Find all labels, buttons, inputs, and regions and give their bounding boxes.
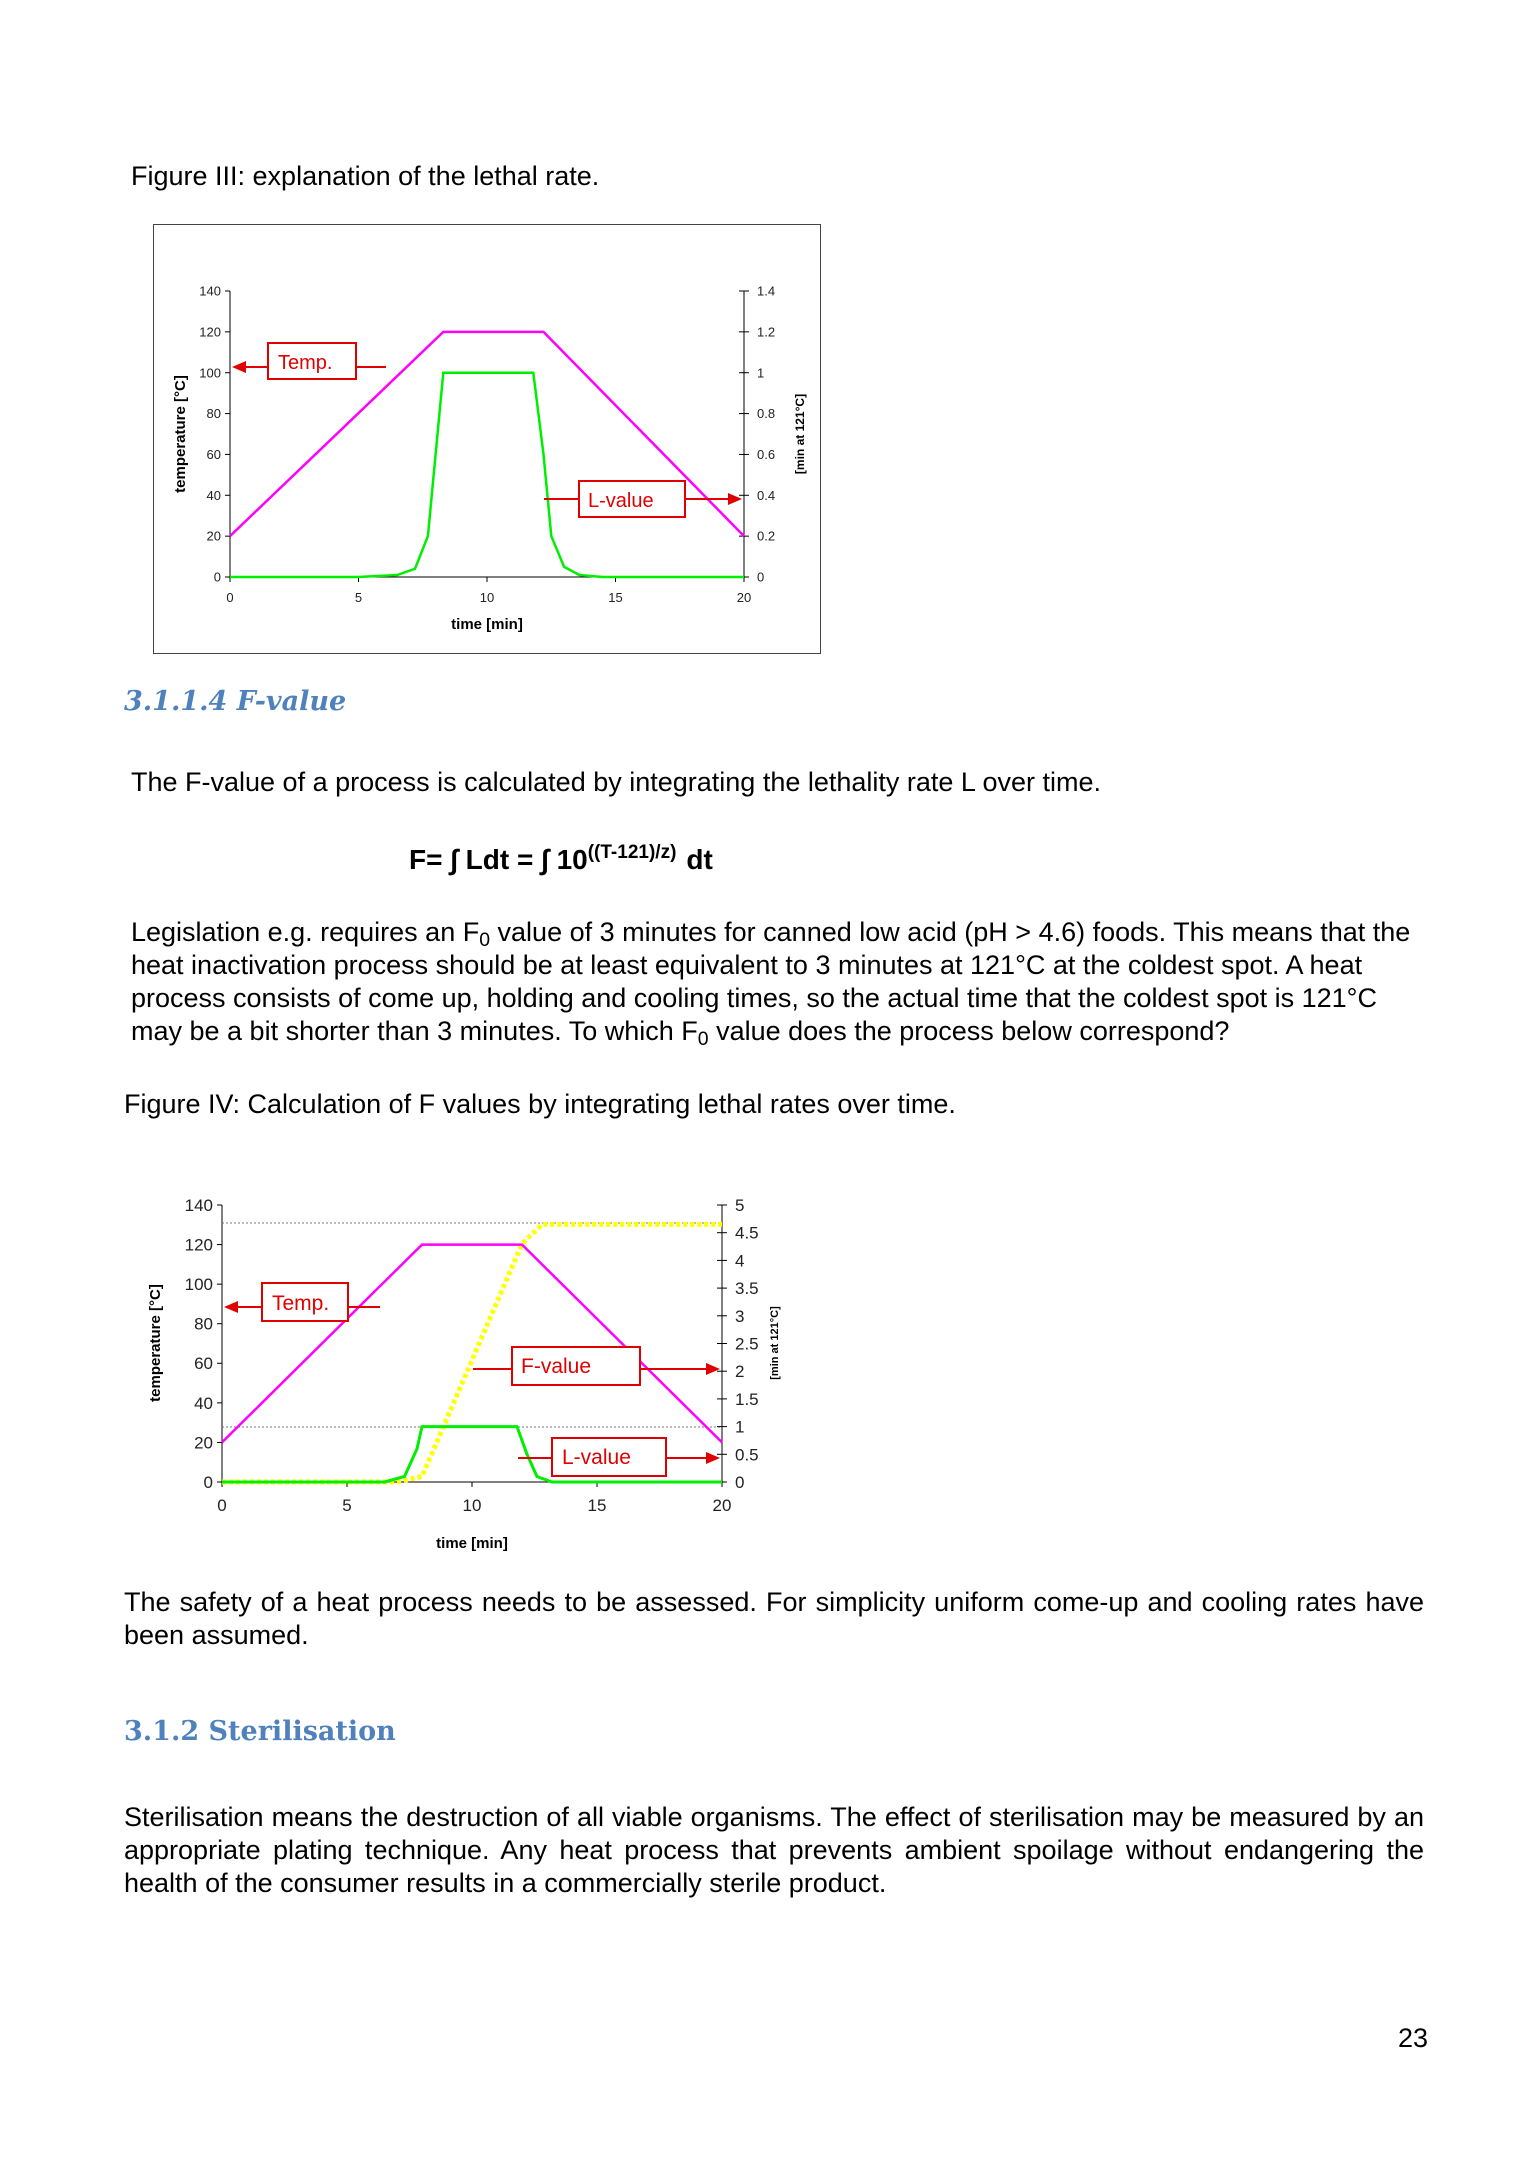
legislation-text-3: value does the process below correspond? bbox=[708, 1016, 1230, 1046]
right-tick-label: 0.8 bbox=[757, 406, 776, 422]
x-tick-label: 10 bbox=[462, 1496, 482, 1515]
figure-3-frame bbox=[153, 224, 821, 654]
right-tick-label: 0.4 bbox=[757, 487, 776, 503]
fvalue-arrow-head bbox=[706, 1363, 720, 1375]
right-tick-label: 2 bbox=[735, 1362, 745, 1382]
y-axis-right-label: [min at 121°C] bbox=[793, 393, 807, 475]
legislation-paragraph bbox=[131, 916, 1431, 1048]
formula-tail: dt bbox=[686, 844, 713, 875]
right-tick-label: 1.2 bbox=[757, 324, 776, 340]
right-tick-label: 0.5 bbox=[735, 1445, 759, 1465]
right-tick-label: 0.6 bbox=[757, 446, 776, 462]
figure-4-caption: Figure IV: Calculation of F values by integrating lethal rates over time. bbox=[124, 1089, 956, 1119]
left-tick-label: 120 bbox=[199, 324, 221, 340]
figure-3-caption: Figure III: explanation of the lethal rate. bbox=[131, 161, 600, 191]
temperature-line bbox=[222, 1245, 722, 1443]
legislation-text-2: value of 3 minutes for canned low acid (pH > 4.6) foods. This means that the heat inactivation process should be at least equivalent to 3 minutes at 121°C at the coldest spot. A heat process consists of come up, holding and cooling times, so the actual time that the coldest spot is 121°C may be a bit shorter than 3 minutes. To which F bbox=[131, 917, 1411, 1046]
section-heading-fvalue: 3.1.1.4 F-value bbox=[124, 686, 347, 717]
f0-subscript-2: 0 bbox=[697, 1027, 709, 1050]
lethal-rate-line bbox=[230, 373, 744, 577]
x-axis-label: time [min] bbox=[436, 1535, 508, 1552]
x-tick-label: 10 bbox=[479, 590, 495, 605]
fvalue-label: F-value bbox=[521, 1355, 592, 1378]
left-tick-label: 40 bbox=[194, 1393, 213, 1413]
lvalue-label: L-value bbox=[588, 490, 654, 512]
left-tick-label: 0 bbox=[213, 569, 221, 585]
left-tick-label: 140 bbox=[199, 283, 221, 299]
left-tick-label: 40 bbox=[206, 487, 221, 503]
right-tick-label: 1.4 bbox=[757, 283, 776, 299]
left-tick-label: 0 bbox=[203, 1472, 213, 1492]
x-tick-label: 5 bbox=[342, 1496, 352, 1515]
left-tick-label: 140 bbox=[184, 1195, 213, 1215]
right-tick-label: 0 bbox=[735, 1472, 745, 1492]
right-tick-label: 4.5 bbox=[735, 1223, 759, 1243]
x-tick-label: 15 bbox=[608, 590, 623, 605]
right-tick-label: 0.2 bbox=[757, 528, 776, 544]
lvalue-label: L-value bbox=[562, 1446, 631, 1469]
figure-4-chart bbox=[138, 1190, 798, 1570]
left-tick-label: 60 bbox=[206, 446, 221, 462]
left-tick-label: 100 bbox=[184, 1275, 213, 1295]
temp-arrow-head bbox=[224, 1301, 238, 1313]
sterilisation-paragraph: Sterilisation means the destruction of all viable organisms. The effect of sterilisation may be measured by an appropriate plating technique. Any heat process that prevents ambient spoilage without endangering the health of the consumer results in a commercially sterile product. bbox=[124, 1802, 1424, 1898]
y-axis-right-label: [min at 121°C] bbox=[769, 1306, 781, 1380]
right-tick-label: 1.5 bbox=[735, 1389, 759, 1409]
formula-exponent: ((T-121)/z) bbox=[587, 841, 677, 863]
right-tick-label: 3.5 bbox=[735, 1279, 759, 1299]
x-tick-label: 15 bbox=[587, 1496, 607, 1515]
temp-label: Temp. bbox=[272, 1292, 330, 1315]
x-tick-label: 20 bbox=[736, 590, 752, 605]
right-tick-label: 3 bbox=[735, 1306, 745, 1326]
formula-main: F= ∫ Ldt = ∫ 10 bbox=[409, 844, 588, 875]
y-axis-left-label: temperature [°C] bbox=[147, 1284, 164, 1402]
right-tick-label: 2.5 bbox=[735, 1334, 759, 1354]
y-axis-left-label: temperature [°C] bbox=[172, 375, 189, 493]
x-axis-label: time [min] bbox=[451, 616, 523, 633]
figure-3-chart bbox=[154, 225, 820, 653]
x-tick-label: 0 bbox=[217, 1496, 227, 1515]
x-tick-label: 5 bbox=[354, 590, 363, 605]
temp-label: Temp. bbox=[278, 352, 333, 374]
safety-paragraph: The safety of a heat process needs to be assessed. For simplicity uniform come-up and cooling rates have been assumed. bbox=[124, 1587, 1424, 1650]
section-heading-sterilisation: 3.1.2 Sterilisation bbox=[124, 1716, 396, 1747]
left-tick-label: 20 bbox=[206, 528, 221, 544]
right-tick-label: 1 bbox=[757, 365, 765, 381]
right-tick-label: 4 bbox=[735, 1251, 745, 1271]
left-tick-label: 120 bbox=[184, 1235, 213, 1255]
figure-4-chart-area bbox=[138, 1190, 798, 1570]
x-tick-label: 20 bbox=[712, 1496, 732, 1515]
x-tick-label: 0 bbox=[226, 590, 234, 605]
f0-subscript: 0 bbox=[479, 928, 491, 951]
fvalue-intro: The F-value of a process is calculated by integrating the lethality rate L over time. bbox=[131, 767, 1101, 797]
right-tick-label: 5 bbox=[735, 1195, 745, 1215]
left-tick-label: 60 bbox=[194, 1354, 213, 1374]
left-tick-label: 100 bbox=[199, 365, 221, 381]
right-tick-label: 1 bbox=[735, 1417, 745, 1437]
page-number: 23 bbox=[1398, 2023, 1429, 2053]
left-tick-label: 80 bbox=[206, 406, 221, 422]
temp-arrow-head bbox=[232, 361, 246, 373]
left-tick-label: 20 bbox=[194, 1433, 213, 1453]
left-tick-label: 80 bbox=[194, 1314, 213, 1334]
fvalue-formula bbox=[409, 841, 713, 876]
legislation-text-1: Legislation e.g. requires an F bbox=[131, 917, 480, 947]
right-tick-label: 0 bbox=[757, 569, 765, 585]
